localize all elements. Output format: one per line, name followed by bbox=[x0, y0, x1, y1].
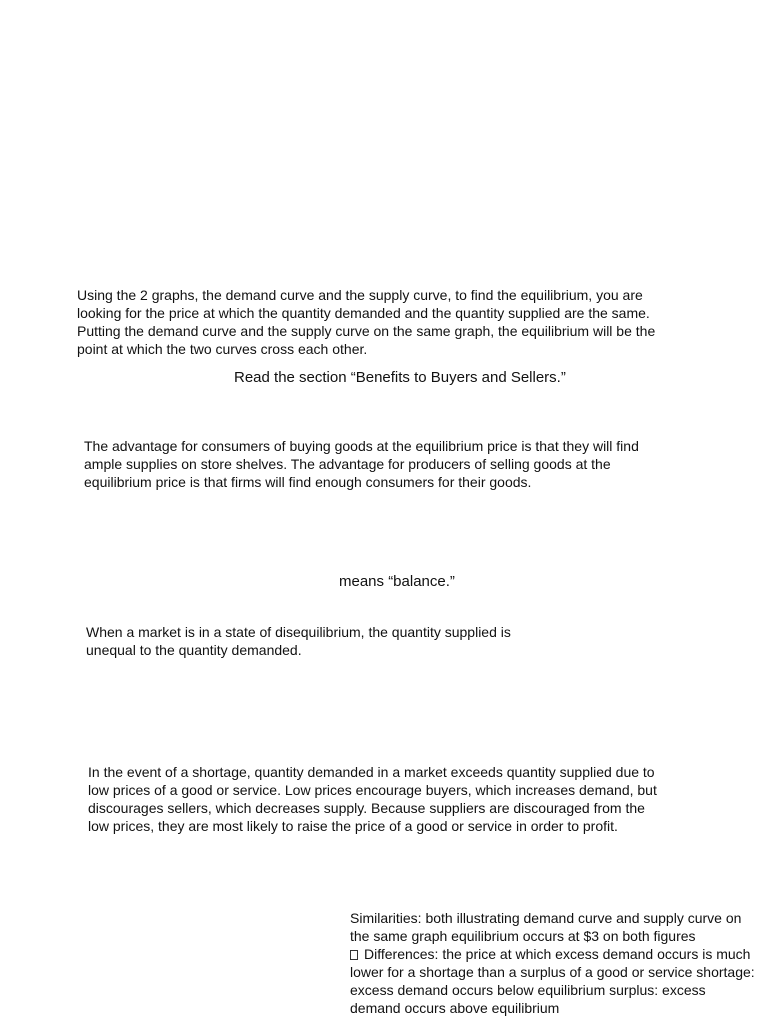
similarities-text: Similarities: both illustrating demand curve and supply curve on the same graph equilibrium occurs at $3 on both figures bbox=[350, 910, 742, 944]
missing-glyph-icon bbox=[350, 950, 358, 960]
differences-text: Differences: the price at which excess demand occurs is much lower for a shortage than a surplus of a good or service shortage: excess demand occurs below equilibrium surplus: excess demand occurs above equilibrium bbox=[350, 946, 755, 1016]
shortage-paragraph bbox=[88, 763, 668, 835]
equilibrium-paragraph-text: Using the 2 graphs, the demand curve and the supply curve, to find the equilibrium, you are looking for the price at which the quantity demanded and the quantity supplied are the same. Putting the demand curve and the supply curve on the same graph, the equilibrium will be the point at which the two curves cross each other. bbox=[77, 287, 656, 357]
shortage-paragraph-text: In the event of a shortage, quantity demanded in a market exceeds quantity supplied due to low prices of a good or service. Low prices encourage buyers, which increases demand, but discourages sellers, which decreases supply. Because suppliers are discouraged from the low prices, they are most likely to raise the price of a good or service in order to profit. bbox=[88, 764, 657, 834]
equilibrium-paragraph bbox=[77, 286, 677, 358]
differences-line bbox=[350, 945, 760, 1017]
balance-definition: means “balance.” bbox=[339, 573, 455, 590]
advantage-paragraph-text: The advantage for consumers of buying goods at the equilibrium price is that they will find ample supplies on store shelves. The advantage for producers of selling goods at the equilibrium price is that firms will find enough consumers for their goods. bbox=[84, 438, 639, 490]
comparison-paragraph bbox=[350, 909, 760, 1017]
advantage-paragraph bbox=[84, 437, 644, 491]
reading-instruction: Read the section “Benefits to Buyers and Sellers.” bbox=[234, 369, 566, 386]
disequilibrium-paragraph-text: When a market is in a state of disequilibrium, the quantity supplied is unequal to the quantity demanded. bbox=[86, 624, 511, 658]
disequilibrium-paragraph bbox=[86, 623, 526, 659]
